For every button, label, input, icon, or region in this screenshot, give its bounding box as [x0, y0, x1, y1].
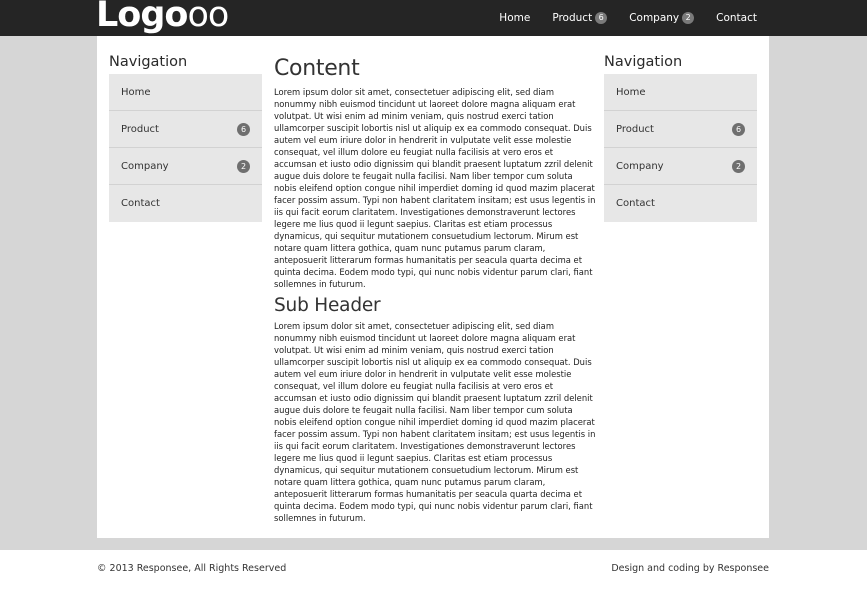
- left-nav-item-contact[interactable]: [109, 185, 262, 222]
- top-nav-company[interactable]: [629, 12, 694, 24]
- main-container: [97, 36, 769, 538]
- top-nav-product[interactable]: [552, 12, 607, 24]
- logo-main-text: Logo: [96, 0, 188, 35]
- sub-header: Sub Header: [274, 295, 381, 316]
- right-nav-item-product[interactable]: [604, 111, 757, 148]
- footer: [0, 550, 867, 589]
- count-badge: 6: [237, 123, 250, 136]
- left-nav-item-product[interactable]: [109, 111, 262, 148]
- content-paragraph: Lorem ipsum dolor sit amet, consectetuer adipiscing elit, sed diam nonummy nibh euismod tincidunt ut laoreet dolore magna aliquam erat volutpat. Ut wisi enim ad minim veniam, quis nostrud exerci tation ullamcorper suscipit lobortis nisl ut aliquip ex ea commodo consequat. Duis autem vel eum iriure dolor in hendrerit in vulputate velit esse molestie consequat, vel illum dolore eu feugiat nulla facilisis at vero eros et accumsan et iusto odio dignissim qui blandit praesent luptatum zzril delenit augue duis dolore te feugait nulla facilisi. Nam liber tempor cum soluta nobis eleifend option congue nihil imperdiet doming id quod mazim placerat facer possim assum. Typi non habent claritatem insitam; est usus legentis in iis qui facit eorum claritatem. Investigationes demonstraverunt lectores legere me lius quod ii legunt saepius. Claritas est etiam processus dynamicus, qui sequitur mutationem consuetudium lectorum. Mirum est notare quam littera gothica, quam nunc putamus parum claram, anteposuerit litterarum formas humanitatis per seacula quarta decima et quinta decima. Eodem modo typi, qui nunc nobis videntur parum clari, fiant sollemnes in futurum.: [274, 87, 596, 289]
- left-nav-item-home[interactable]: [109, 74, 262, 111]
- left-nav-list: [109, 74, 262, 222]
- top-nav-label: Contact: [716, 12, 757, 24]
- nav-item-label: Company: [121, 160, 169, 172]
- nav-item-label: Company: [616, 160, 664, 172]
- nav-item-label: Home: [121, 86, 151, 98]
- top-nav-home[interactable]: [499, 12, 530, 24]
- nav-item-label: Product: [616, 123, 654, 135]
- left-navigation: [109, 52, 262, 222]
- right-nav-item-home[interactable]: [604, 74, 757, 111]
- top-nav: [477, 0, 757, 36]
- content-paragraph: Lorem ipsum dolor sit amet, consectetuer adipiscing elit, sed diam nonummy nibh euismod tincidunt ut laoreet dolore magna aliquam erat volutpat. Ut wisi enim ad minim veniam, quis nostrud exerci tation ullamcorper suscipit lobortis nisl ut aliquip ex ea commodo consequat. Duis autem vel eum iriure dolor in hendrerit in vulputate velit esse molestie consequat, vel illum dolore eu feugiat nulla facilisis at vero eros et accumsan et iusto odio dignissim qui blandit praesent luptatum zzril delenit augue duis dolore te feugait nulla facilisi. Nam liber tempor cum soluta nobis eleifend option congue nihil imperdiet doming id quod mazim placerat facer possim assum. Typi non habent claritatem insitam; est usus legentis in iis qui facit eorum claritatem. Investigationes demonstraverunt lectores legere me lius quod ii legunt saepius. Claritas est etiam processus dynamicus, qui sequitur mutationem consuetudium lectorum. Mirum est notare quam littera gothica, quam nunc putamus parum claram, anteposuerit litterarum formas humanitatis per seacula quarta decima et quinta decima. Eodem modo typi, qui nunc nobis videntur parum clari, fiant sollemnes in futurum.: [274, 321, 596, 523]
- credit-text: Design and coding by Responsee: [611, 563, 769, 574]
- count-badge: 2: [682, 12, 694, 24]
- top-bar: [0, 0, 867, 36]
- page-title: Content: [274, 56, 360, 81]
- top-nav-label: Product: [552, 12, 593, 24]
- content-area: [274, 54, 596, 524]
- nav-item-label: Product: [121, 123, 159, 135]
- logo[interactable]: [96, 0, 228, 35]
- count-badge: 2: [237, 160, 250, 173]
- right-nav-item-company[interactable]: [604, 148, 757, 185]
- copyright-text: © 2013 Responsee, All Rights Reserved: [97, 563, 287, 574]
- left-nav-title: Navigation: [109, 54, 188, 70]
- count-badge: 6: [732, 123, 745, 136]
- nav-item-label: Home: [616, 86, 646, 98]
- right-nav-list: [604, 74, 757, 222]
- nav-item-label: Contact: [616, 198, 655, 209]
- top-nav-label: Company: [629, 12, 680, 24]
- logo-tail-text: oo: [187, 0, 229, 35]
- count-badge: 6: [595, 12, 607, 24]
- nav-item-label: Contact: [121, 198, 160, 209]
- right-navigation: [604, 52, 757, 222]
- left-nav-item-company[interactable]: [109, 148, 262, 185]
- right-nav-item-contact[interactable]: [604, 185, 757, 222]
- top-nav-contact[interactable]: [716, 12, 757, 24]
- count-badge: 2: [732, 160, 745, 173]
- top-nav-label: Home: [499, 12, 531, 24]
- right-nav-title: Navigation: [604, 54, 683, 70]
